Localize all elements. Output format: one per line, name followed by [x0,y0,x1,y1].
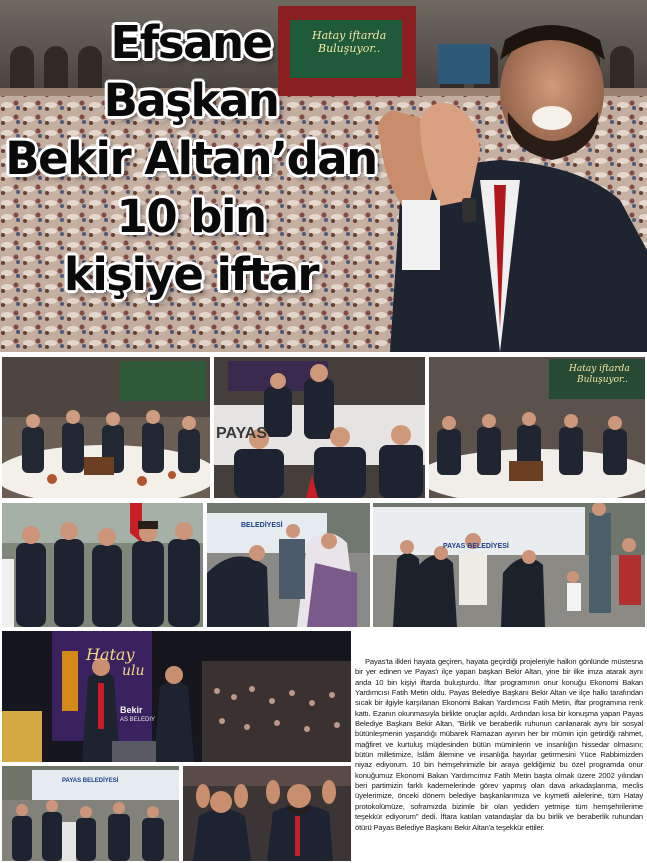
hero-photo [0,0,647,352]
headline-line-2: Başkan [103,74,279,127]
photo-dinner-table-2 [214,357,425,498]
bus-sign-1: BELEDİYESİ [241,522,283,529]
photo-applause [183,766,351,861]
photo-crowd-bus [2,766,179,861]
photo-greeting-elder-woman [207,503,370,627]
headline-line-1: Efsane [110,16,272,69]
screen-word-1: Hatay [86,645,135,664]
screen-word-3: Bekir [120,705,143,715]
photo-greeting-elder-man-child [373,503,645,627]
stage-banner-line1: Hatay iftarda [312,29,387,42]
headline [0,14,382,304]
bus-sign-2: PAYAS BELEDİYESİ [443,543,509,550]
stage-banner-line2: Buluşuyor.. [318,42,381,55]
bus-sign-3: PAYAS BELEDİYESİ [62,778,119,784]
table3-banner-line1: Hatay iftarda [569,364,630,374]
headline-line-3: Bekir Altan’dan [5,132,377,185]
screen-word-2: ulu [122,663,145,679]
headline-line-5: kişiye iftar [63,248,319,301]
photo-dinner-table-1 [2,357,210,498]
headline-line-4: 10 bin [116,190,266,243]
table3-banner-line2: Buluşuyor.. [577,375,629,385]
photo-stage-speech [2,631,351,762]
photo-dinner-table-3 [429,357,645,498]
podium-banner-text: PAYAS [216,425,267,442]
screen-word-4: AS BELEDIY [120,717,156,723]
photo-greeting-group [2,503,203,627]
article-body: Payas'ta ilkleri hayata geçiren, hayata geçirdiği projeleriyle halkın gönlünde müstesna bir yer edinen ve Payas'ı ilçe yapan başkan Bekir Altan, yine bir ilke imza atarak aynı anda 10 bin kişiyi iftarda buluşturdu. İftar programının onur konuğu Ekonomi Bakan Yardımcısı Fatih Metin oldu. Payas Belediye Başkanı Bekir Altan ve ilçe halkı tarafından sıcak bir ilgiyle karşılanan Ekonomi Bakan Yardımcısı Fatih Metin, iftar programına renk kattı. Ezanın okunmasıyla birlikte oruçlar açıldı. Ardından kısa bir konuşma yapan Payas Belediye Başkanı Bekir Altan, "Birlik ve beraberlik ruhunun canlanarak aynı bir sosyal bütünleşmenin yaşandığı mübarek Ramazan ayının her bir mümin için getirdiği rahmet, mağfiret ve kurtuluş müjdesinden bütün müminlerin ve insanlığın hissedar olmasını; bütün milletimize, İslâm âlemine ve insanlığa hayırlar getirmesini Yüce Rabbimizden niyaz ediyorum. 10 bin hemşehrimizle bir araya geldiğimiz bu özel programda onur konuğumuz Ekonomi Bakan Yardımcımız Fatih Metin başta olmak üzere 2002 yılından beri partimizin farklı kademelerinde görev yapmış olan dava arkadaşlarıma, meclis üyelerimize, önceki dönem belediye başkanlarımıza ve kıymetli ailelerine, tüm Hatay protokolümüze, soframızda bizimle bir olan yediden yetmişe tüm hemşehrilerime teşekkür ediyorum" dedi. İftara katılan vatandaşlar da bu birlik ve beraberlik ruhundan ötürü Payas Belediye Başkanı Bekir Altan'a teşekkür ettiler. [355,657,643,832]
